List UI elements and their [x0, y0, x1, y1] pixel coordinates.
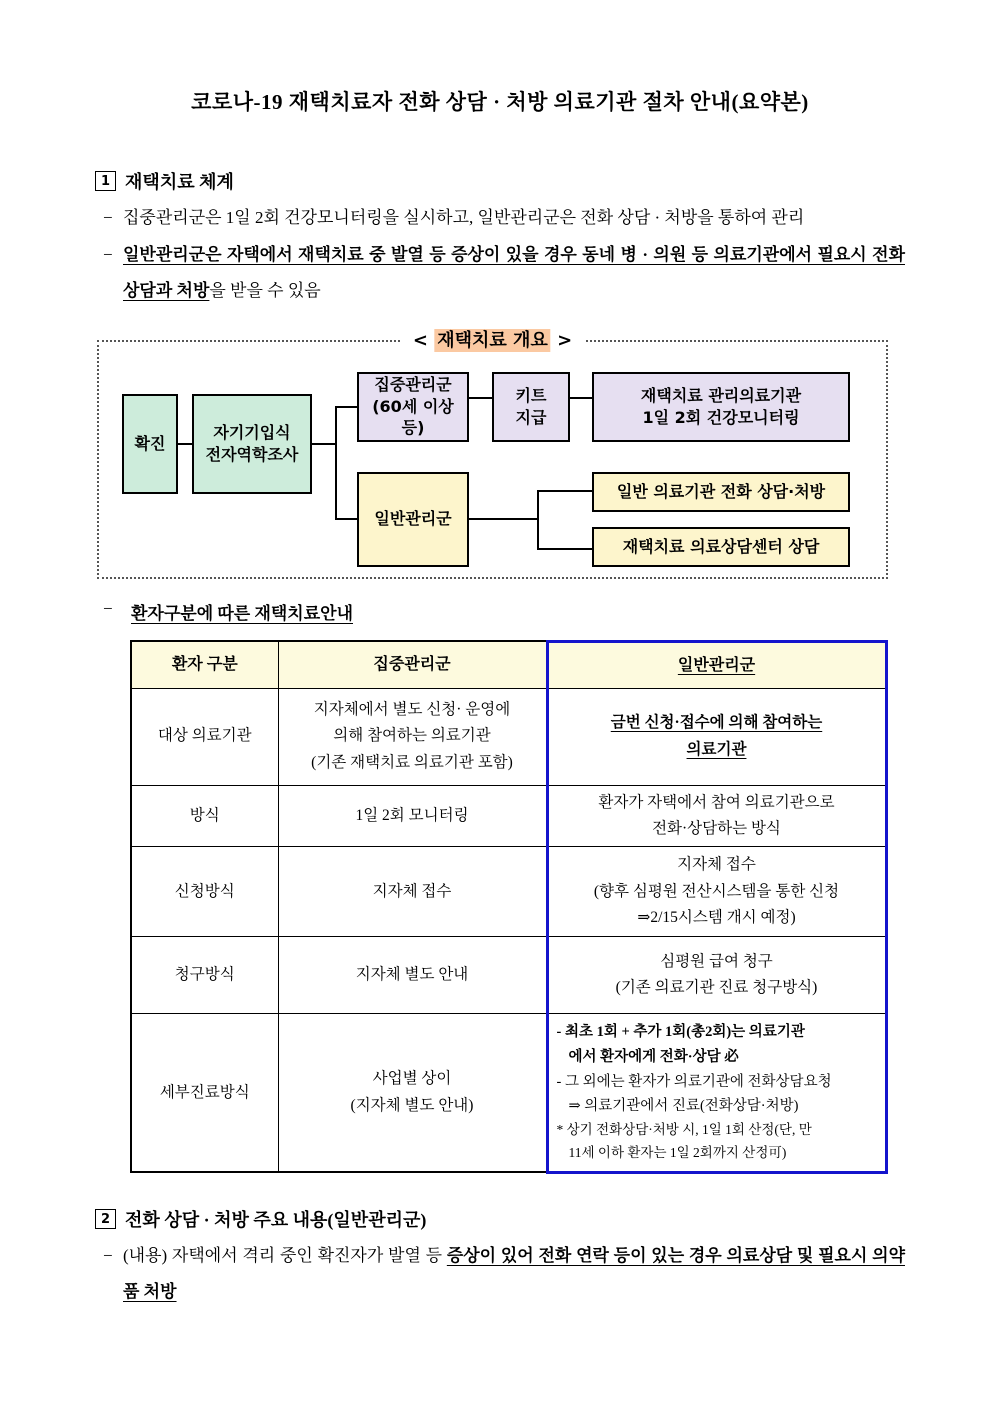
node-management-institution	[592, 372, 850, 442]
bullet-dash: −	[103, 598, 113, 618]
section1-number-badge: 1	[95, 171, 116, 191]
bullet-dash: −	[103, 244, 113, 264]
table-header-row	[131, 641, 886, 688]
cell-line: 지자체 별도 안내	[355, 966, 469, 984]
connector-line	[335, 406, 357, 408]
node-intensive-group	[357, 372, 469, 442]
section2-heading-text: 전화 상담 · 처방 주요 내용(일반관리군)	[125, 1209, 427, 1230]
section1-bullet2-text	[123, 237, 905, 310]
node-mgmt-line1: 재택치료 관리의료기관	[640, 386, 802, 406]
diagram-title-suffix: >	[557, 329, 573, 351]
page-title: 코로나-19 재택치료자 전화 상담 · 처방 의료기관 절차 안내(요약본)	[191, 90, 809, 114]
table-row-treatment-detail	[131, 1014, 886, 1172]
section1-bullet1-text: 집중관리군은 1일 2회 건강모니터링을 실시하고, 일반관리군은 전화 상담 · 처방을 통하여 관리	[123, 208, 805, 227]
section1-bullet2	[95, 237, 905, 310]
cell-line: 전화·상담하는 방식	[652, 819, 781, 837]
bullet-dash: −	[103, 1245, 113, 1265]
node-kit-supply	[492, 372, 570, 442]
row-label: 청구방식	[131, 937, 278, 1014]
section1-bullet2-emphasis: 일반관리군은 자택에서 재택치료 중 발열 등 증상이 있을 경우 동네 병 · 의원 등 의료기관에서 필요시 전화 상담과 처방	[123, 244, 905, 301]
node-general-phone-consult	[592, 472, 850, 512]
connector-line	[537, 490, 539, 550]
diagram-title	[401, 326, 584, 352]
connector-line	[335, 406, 337, 520]
node-consult-center	[592, 527, 850, 567]
cell-general	[547, 785, 886, 847]
cell-intensive	[278, 1014, 547, 1172]
node-confirmed-label: 확진	[134, 433, 166, 453]
cell-line: 지자체 접수	[372, 882, 452, 900]
section2-number-badge: 2	[95, 1209, 116, 1229]
header-intensive-group: 집중관리군	[278, 641, 547, 688]
section1-heading-text: 재택치료 체계	[125, 172, 234, 192]
row-label: 방식	[131, 785, 278, 847]
cell-general	[547, 847, 886, 937]
header-patient-category: 환자 구분	[131, 641, 278, 688]
connector-line	[570, 397, 592, 399]
section1-bullet2-rest: 을 받을 수 있음	[209, 281, 321, 301]
table-section-heading-text: 환자구분에 따른 재택치료안내	[131, 603, 353, 623]
cell-line: 1일 2회 모니터링	[355, 806, 469, 824]
section2-bullet-text	[123, 1238, 905, 1311]
connector-line	[537, 490, 592, 492]
connector-line	[537, 548, 592, 550]
node-general-phone-label: 일반 의료기관 전화 상담·처방	[616, 481, 826, 501]
home-treatment-overview-diagram	[97, 329, 888, 579]
cell-intensive	[278, 688, 547, 785]
node-general-group	[357, 472, 469, 567]
node-kit-line1: 키트	[515, 386, 547, 406]
cell-general	[547, 937, 886, 1014]
cell-line: 지자체에서 별도 신청· 운영에	[313, 701, 511, 719]
cell-intensive	[278, 785, 547, 847]
node-mgmt-line2: 1일 2회 건강모니터링	[642, 407, 800, 427]
bullet-dash: −	[103, 208, 113, 227]
cell-line: 사업별 상이	[372, 1070, 452, 1088]
node-survey-line2: 전자역학조사	[205, 444, 299, 464]
section1-bullet1	[95, 200, 905, 237]
cell-general-detail	[547, 1014, 886, 1172]
detail-line: - 그 외에는 환자가 의료기관에 전화상담요청	[556, 1073, 832, 1090]
detail-bold-line: - 최초 1회 + 추가 1회(총2회)는 의료기관	[556, 1024, 805, 1041]
cell-line: ⇒2/15시스템 개시 예정)	[637, 909, 796, 926]
section2-heading	[95, 1206, 905, 1232]
detail-bold-line: 에서 환자에게 전화·상담 必	[568, 1048, 739, 1065]
cell-line: 지자체 접수	[677, 856, 756, 874]
node-kit-line2: 지급	[515, 407, 547, 427]
table-row-application	[131, 847, 886, 937]
section2-bullet	[95, 1238, 905, 1311]
connector-line	[469, 518, 537, 520]
connector-line	[469, 397, 492, 399]
patient-classification-table	[130, 640, 888, 1174]
row-label: 신청방식	[131, 847, 278, 937]
cell-line: 환자가 자택에서 참여 의료기관으로	[598, 793, 835, 811]
header-general-group: 일반관리군	[547, 641, 886, 688]
section2-bullet-pre: (내용) 자택에서 격리 중인 확진자가 발열 등	[123, 1245, 447, 1265]
row-label: 세부진료방식	[131, 1014, 278, 1172]
cell-line-emphasis: 금번 신청·접수에 의해 참여하는	[610, 714, 823, 732]
section1-heading	[95, 168, 905, 194]
node-consult-center-label: 재택치료 의료상담센터 상담	[622, 536, 820, 556]
cell-line: (향후 심평원 전산시스템을 통한 신청	[593, 882, 840, 900]
table-row-billing	[131, 937, 886, 1014]
node-survey-line1: 자기기입식	[213, 423, 291, 443]
cell-line: (기존 의료기관 진료 청구방식)	[615, 979, 818, 997]
connector-line	[335, 518, 357, 520]
cell-line: 의해 참여하는 의료기관	[333, 727, 491, 745]
connector-line	[178, 443, 192, 445]
detail-note-line: * 상기 전화상담·처방 시, 1일 1회 산정(단, 만	[556, 1121, 812, 1137]
diagram-title-highlight: 재택치료 개요	[434, 329, 551, 352]
node-confirmed	[122, 394, 178, 494]
table-section-heading	[103, 599, 905, 624]
table-row-target-institution	[131, 688, 886, 785]
cell-line: (지자체 별도 안내)	[350, 1096, 474, 1114]
cell-line: (기존 재택치료 의료기관 포함)	[311, 753, 513, 771]
detail-note-line: 11세 이하 환자는 1일 2회까지 산정可)	[568, 1144, 787, 1160]
diagram-title-prefix: <	[412, 329, 428, 351]
node-intensive-line1: 집중관리군	[374, 375, 452, 395]
cell-line-emphasis: 의료기관	[686, 740, 747, 758]
cell-intensive	[278, 847, 547, 937]
row-label: 대상 의료기관	[131, 688, 278, 785]
table-row-method	[131, 785, 886, 847]
cell-intensive	[278, 937, 547, 1014]
cell-line: 심평원 급여 청구	[660, 952, 773, 970]
node-intensive-line2: (60세 이상 등)	[372, 396, 454, 438]
detail-line: ⇒ 의료기관에서 진료(전화상담·처방)	[568, 1098, 799, 1115]
section2-bullet-emphasis: 증상이 있어 전화 연락 등이 있는 경우 의료상담 및 필요시 의약품 처방	[123, 1245, 905, 1302]
node-self-report-survey	[192, 394, 312, 494]
node-general-label: 일반관리군	[374, 509, 452, 529]
connector-line	[312, 443, 337, 445]
cell-general	[547, 688, 886, 785]
